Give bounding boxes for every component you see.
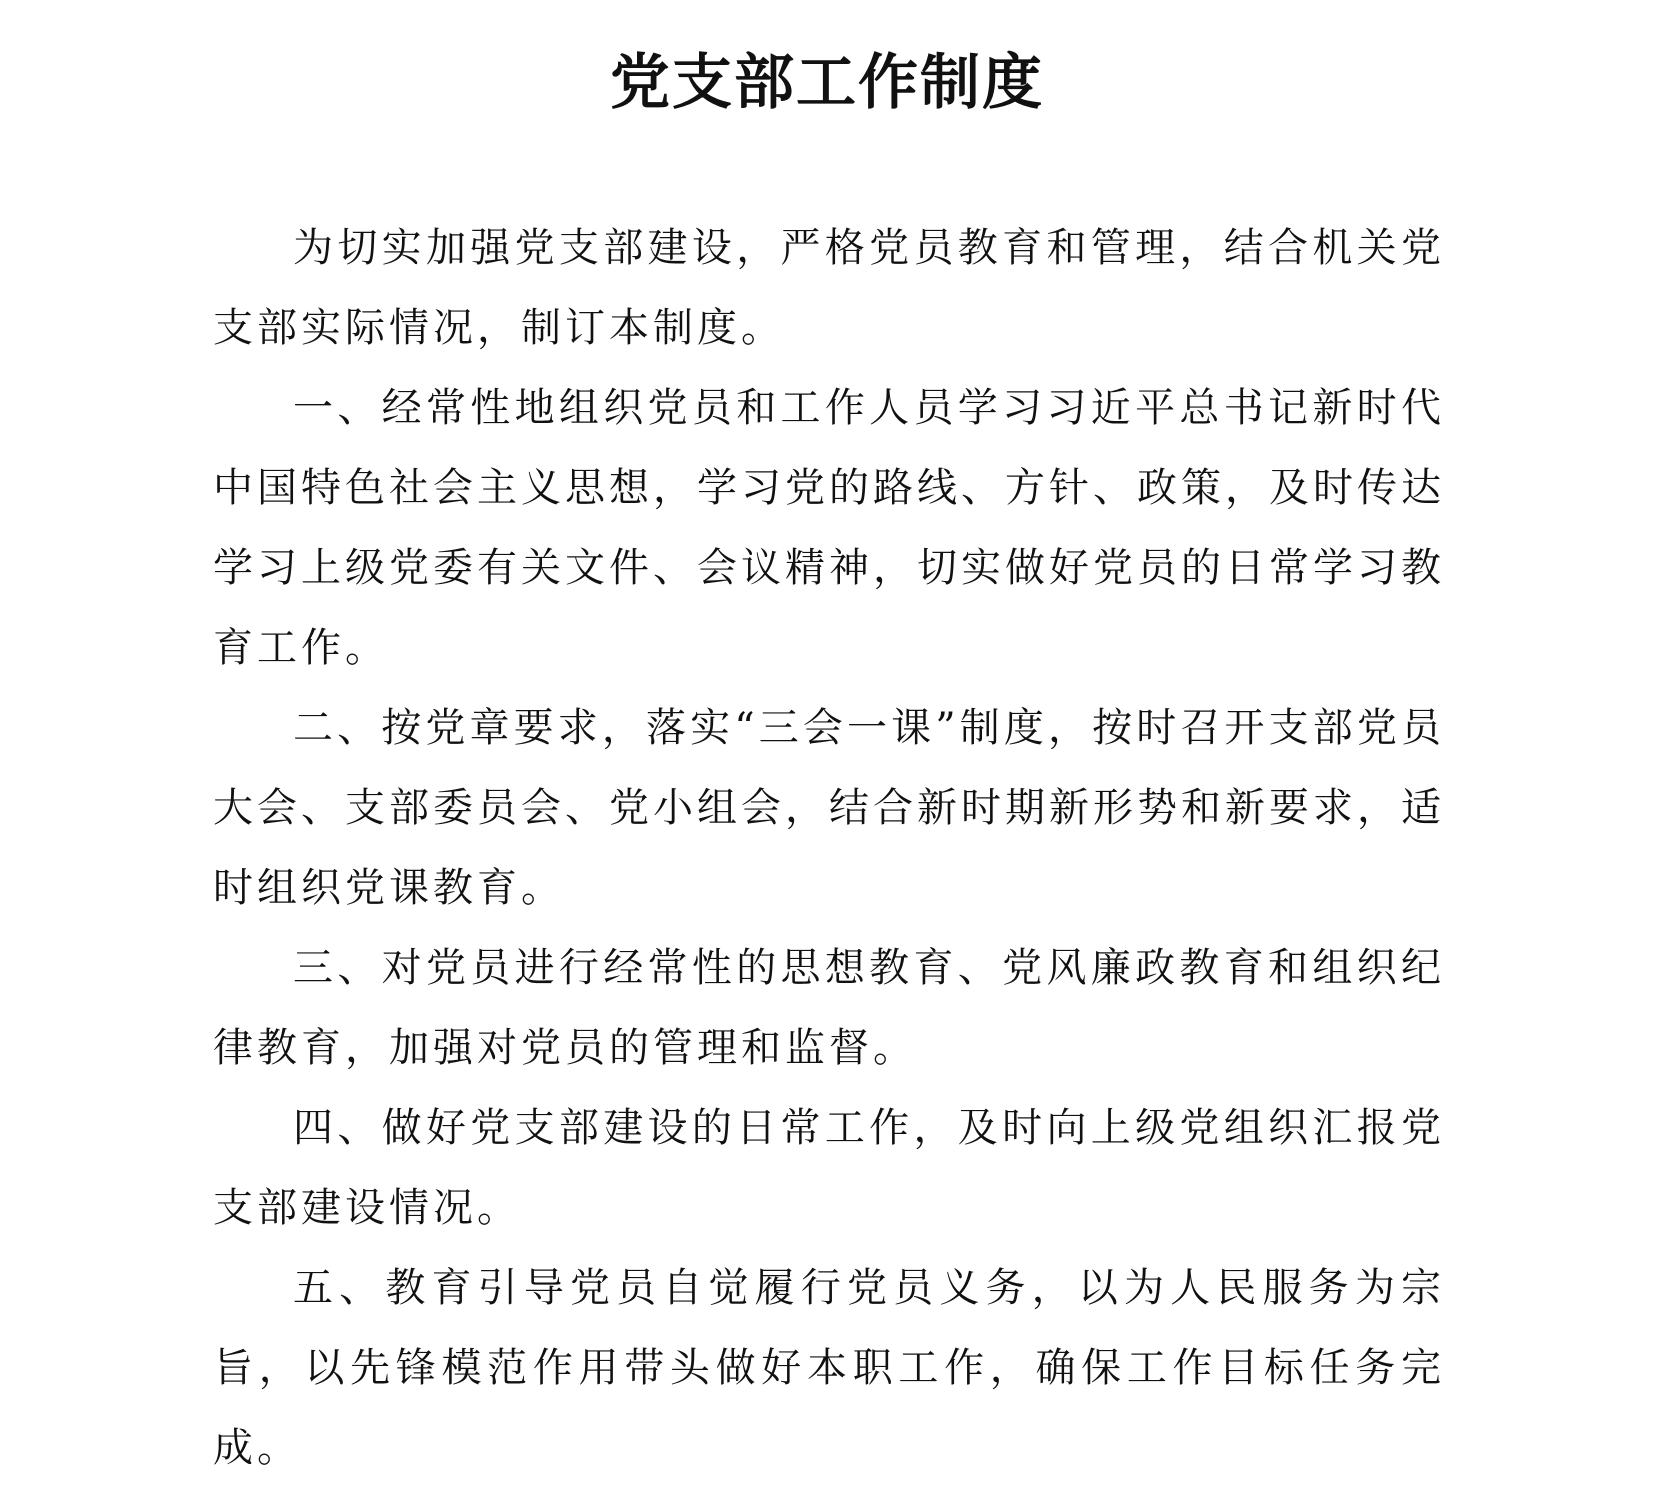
paragraph-item-4: 四、做好党支部建设的日常工作，及时向上级党组织汇报党支部建设情况。: [213, 1105, 1445, 1231]
paragraph-item-1: 一、经常性地组织党员和工作人员学习习近平总书记新时代中国特色社会主义思想，学习党的路线、方针、政策，及时传达学习上级党委有关文件、会议精神，切实做好党员的日常学习教育工作。: [213, 385, 1445, 671]
paragraph-item-5: 五、教育引导党员自觉履行党员义务，以为人民服务为宗旨，以先锋模范作用带头做好本职工作，确保工作目标任务完成。: [213, 1265, 1445, 1471]
paragraph-item-2: 二、按党章要求，落实“三会一课”制度，按时召开支部党员大会、支部委员会、党小组会，结合新时期新形势和新要求，适时组织党课教育。: [213, 705, 1445, 911]
document-title: 党支部工作制度: [610, 48, 1044, 118]
paragraph-intro: 为切实加强党支部建设，严格党员教育和管理，结合机关党支部实际情况，制订本制度。: [213, 225, 1445, 351]
paragraph-item-3: 三、对党员进行经常性的思想教育、党风廉政教育和组织纪律教育，加强对党员的管理和监督。: [213, 945, 1445, 1071]
document-body: [213, 208, 1445, 1488]
